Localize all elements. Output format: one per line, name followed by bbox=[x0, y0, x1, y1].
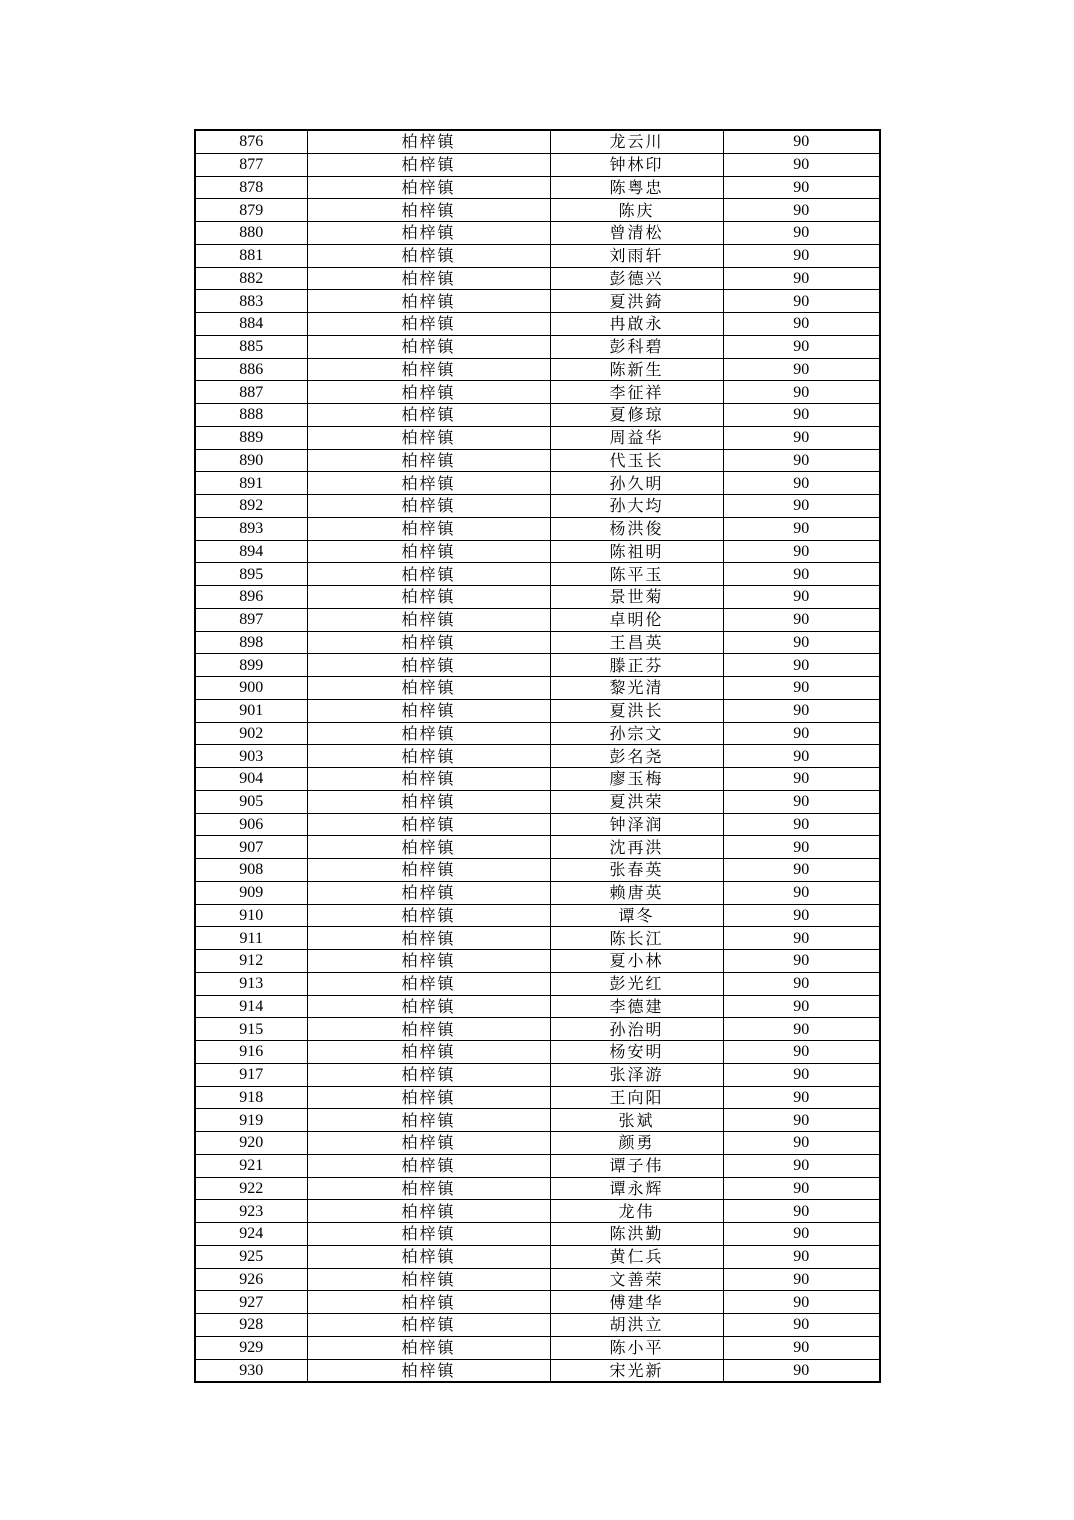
score-cell: 90 bbox=[723, 358, 880, 381]
row-number-cell: 911 bbox=[195, 927, 307, 950]
town-cell: 柏梓镇 bbox=[307, 540, 550, 563]
town-cell: 柏梓镇 bbox=[307, 745, 550, 768]
person-name-cell: 彭德兴 bbox=[550, 267, 723, 290]
row-number-cell: 923 bbox=[195, 1200, 307, 1223]
person-name-cell: 陈粤忠 bbox=[550, 176, 723, 199]
row-number-cell: 885 bbox=[195, 335, 307, 358]
table-row bbox=[195, 972, 880, 995]
row-number-cell: 876 bbox=[195, 130, 307, 153]
row-number-cell: 883 bbox=[195, 290, 307, 313]
person-name-cell: 杨洪俊 bbox=[550, 517, 723, 540]
town-cell: 柏梓镇 bbox=[307, 267, 550, 290]
score-cell: 90 bbox=[723, 495, 880, 518]
person-name-cell: 孙久明 bbox=[550, 472, 723, 495]
town-cell: 柏梓镇 bbox=[307, 631, 550, 654]
person-name-cell: 黎光清 bbox=[550, 677, 723, 700]
score-cell: 90 bbox=[723, 631, 880, 654]
score-cell: 90 bbox=[723, 540, 880, 563]
row-number-cell: 886 bbox=[195, 358, 307, 381]
row-number-cell: 912 bbox=[195, 950, 307, 973]
person-name-cell: 王昌英 bbox=[550, 631, 723, 654]
person-name-cell: 曾清松 bbox=[550, 222, 723, 245]
town-cell: 柏梓镇 bbox=[307, 608, 550, 631]
town-cell: 柏梓镇 bbox=[307, 358, 550, 381]
row-number-cell: 915 bbox=[195, 1018, 307, 1041]
row-number-cell: 905 bbox=[195, 790, 307, 813]
person-name-cell: 冉啟永 bbox=[550, 313, 723, 336]
person-name-cell: 刘雨轩 bbox=[550, 244, 723, 267]
town-cell: 柏梓镇 bbox=[307, 813, 550, 836]
table-row bbox=[195, 1041, 880, 1064]
town-cell: 柏梓镇 bbox=[307, 290, 550, 313]
table-row bbox=[195, 1018, 880, 1041]
person-name-cell: 景世菊 bbox=[550, 586, 723, 609]
row-number-cell: 878 bbox=[195, 176, 307, 199]
score-cell: 90 bbox=[723, 1336, 880, 1359]
table-row bbox=[195, 244, 880, 267]
table-row bbox=[195, 517, 880, 540]
score-cell: 90 bbox=[723, 813, 880, 836]
row-number-cell: 918 bbox=[195, 1086, 307, 1109]
person-name-cell: 陈洪勤 bbox=[550, 1223, 723, 1246]
score-cell: 90 bbox=[723, 972, 880, 995]
row-number-cell: 921 bbox=[195, 1154, 307, 1177]
town-cell: 柏梓镇 bbox=[307, 790, 550, 813]
table-row bbox=[195, 563, 880, 586]
person-name-cell: 颜勇 bbox=[550, 1132, 723, 1155]
score-cell: 90 bbox=[723, 244, 880, 267]
table-row bbox=[195, 608, 880, 631]
town-cell: 柏梓镇 bbox=[307, 654, 550, 677]
person-name-cell: 钟泽润 bbox=[550, 813, 723, 836]
score-cell: 90 bbox=[723, 904, 880, 927]
table-row bbox=[195, 813, 880, 836]
town-cell: 柏梓镇 bbox=[307, 449, 550, 472]
row-number-cell: 929 bbox=[195, 1336, 307, 1359]
score-cell: 90 bbox=[723, 313, 880, 336]
table-row bbox=[195, 1109, 880, 1132]
row-number-cell: 910 bbox=[195, 904, 307, 927]
town-cell: 柏梓镇 bbox=[307, 881, 550, 904]
score-cell: 90 bbox=[723, 1132, 880, 1155]
row-number-cell: 884 bbox=[195, 313, 307, 336]
row-number-cell: 922 bbox=[195, 1177, 307, 1200]
town-cell: 柏梓镇 bbox=[307, 859, 550, 882]
town-cell: 柏梓镇 bbox=[307, 244, 550, 267]
score-cell: 90 bbox=[723, 859, 880, 882]
row-number-cell: 906 bbox=[195, 813, 307, 836]
row-number-cell: 904 bbox=[195, 768, 307, 791]
table-row bbox=[195, 358, 880, 381]
score-cell: 90 bbox=[723, 381, 880, 404]
row-number-cell: 903 bbox=[195, 745, 307, 768]
score-cell: 90 bbox=[723, 722, 880, 745]
table-row bbox=[195, 335, 880, 358]
person-name-cell: 夏小林 bbox=[550, 950, 723, 973]
town-cell: 柏梓镇 bbox=[307, 1041, 550, 1064]
row-number-cell: 879 bbox=[195, 199, 307, 222]
town-cell: 柏梓镇 bbox=[307, 199, 550, 222]
table-row bbox=[195, 1359, 880, 1382]
score-cell: 90 bbox=[723, 335, 880, 358]
row-number-cell: 928 bbox=[195, 1314, 307, 1337]
town-cell: 柏梓镇 bbox=[307, 335, 550, 358]
person-name-cell: 李德建 bbox=[550, 995, 723, 1018]
score-cell: 90 bbox=[723, 267, 880, 290]
row-number-cell: 898 bbox=[195, 631, 307, 654]
row-number-cell: 877 bbox=[195, 153, 307, 176]
table-row bbox=[195, 859, 880, 882]
table-row bbox=[195, 1245, 880, 1268]
score-cell: 90 bbox=[723, 836, 880, 859]
person-name-cell: 赖唐英 bbox=[550, 881, 723, 904]
row-number-cell: 900 bbox=[195, 677, 307, 700]
score-cell: 90 bbox=[723, 950, 880, 973]
score-cell: 90 bbox=[723, 1291, 880, 1314]
table-row bbox=[195, 586, 880, 609]
table-row bbox=[195, 1223, 880, 1246]
town-cell: 柏梓镇 bbox=[307, 972, 550, 995]
score-cell: 90 bbox=[723, 290, 880, 313]
town-cell: 柏梓镇 bbox=[307, 677, 550, 700]
row-number-cell: 899 bbox=[195, 654, 307, 677]
table-row bbox=[195, 699, 880, 722]
score-cell: 90 bbox=[723, 1223, 880, 1246]
town-cell: 柏梓镇 bbox=[307, 1018, 550, 1041]
score-cell: 90 bbox=[723, 699, 880, 722]
score-cell: 90 bbox=[723, 654, 880, 677]
table-row bbox=[195, 768, 880, 791]
table-row bbox=[195, 381, 880, 404]
town-cell: 柏梓镇 bbox=[307, 1086, 550, 1109]
person-name-cell: 夏洪荣 bbox=[550, 790, 723, 813]
town-cell: 柏梓镇 bbox=[307, 1359, 550, 1382]
score-cell: 90 bbox=[723, 927, 880, 950]
score-cell: 90 bbox=[723, 586, 880, 609]
table-row bbox=[195, 290, 880, 313]
row-number-cell: 920 bbox=[195, 1132, 307, 1155]
town-cell: 柏梓镇 bbox=[307, 586, 550, 609]
person-name-cell: 龙伟 bbox=[550, 1200, 723, 1223]
score-cell: 90 bbox=[723, 1154, 880, 1177]
score-cell: 90 bbox=[723, 790, 880, 813]
score-cell: 90 bbox=[723, 1086, 880, 1109]
row-number-cell: 924 bbox=[195, 1223, 307, 1246]
town-cell: 柏梓镇 bbox=[307, 426, 550, 449]
table-row bbox=[195, 1063, 880, 1086]
person-name-cell: 孙宗文 bbox=[550, 722, 723, 745]
score-cell: 90 bbox=[723, 745, 880, 768]
table-row bbox=[195, 722, 880, 745]
score-cell: 90 bbox=[723, 517, 880, 540]
score-cell: 90 bbox=[723, 1314, 880, 1337]
score-cell: 90 bbox=[723, 608, 880, 631]
score-cell: 90 bbox=[723, 563, 880, 586]
row-number-cell: 930 bbox=[195, 1359, 307, 1382]
town-cell: 柏梓镇 bbox=[307, 1314, 550, 1337]
row-number-cell: 896 bbox=[195, 586, 307, 609]
table-row bbox=[195, 404, 880, 427]
person-name-cell: 钟林印 bbox=[550, 153, 723, 176]
person-name-cell: 张春英 bbox=[550, 859, 723, 882]
town-cell: 柏梓镇 bbox=[307, 472, 550, 495]
score-cell: 90 bbox=[723, 222, 880, 245]
score-cell: 90 bbox=[723, 404, 880, 427]
person-name-cell: 谭冬 bbox=[550, 904, 723, 927]
person-name-cell: 王向阳 bbox=[550, 1086, 723, 1109]
table-row bbox=[195, 199, 880, 222]
person-name-cell: 沈再洪 bbox=[550, 836, 723, 859]
person-name-cell: 谭永辉 bbox=[550, 1177, 723, 1200]
row-number-cell: 902 bbox=[195, 722, 307, 745]
town-cell: 柏梓镇 bbox=[307, 381, 550, 404]
town-cell: 柏梓镇 bbox=[307, 222, 550, 245]
table-row bbox=[195, 1268, 880, 1291]
town-cell: 柏梓镇 bbox=[307, 699, 550, 722]
person-name-cell: 陈长江 bbox=[550, 927, 723, 950]
town-cell: 柏梓镇 bbox=[307, 1223, 550, 1246]
person-name-cell: 卓明伦 bbox=[550, 608, 723, 631]
person-name-cell: 陈庆 bbox=[550, 199, 723, 222]
person-name-cell: 杨安明 bbox=[550, 1041, 723, 1064]
table-row bbox=[195, 472, 880, 495]
person-name-cell: 彭名尧 bbox=[550, 745, 723, 768]
score-cell: 90 bbox=[723, 1200, 880, 1223]
row-number-cell: 881 bbox=[195, 244, 307, 267]
score-cell: 90 bbox=[723, 426, 880, 449]
table-row bbox=[195, 677, 880, 700]
score-cell: 90 bbox=[723, 472, 880, 495]
person-name-cell: 孙治明 bbox=[550, 1018, 723, 1041]
row-number-cell: 882 bbox=[195, 267, 307, 290]
person-name-cell: 夏洪长 bbox=[550, 699, 723, 722]
person-name-cell: 宋光新 bbox=[550, 1359, 723, 1382]
person-name-cell: 陈平玉 bbox=[550, 563, 723, 586]
row-number-cell: 914 bbox=[195, 995, 307, 1018]
town-cell: 柏梓镇 bbox=[307, 904, 550, 927]
score-cell: 90 bbox=[723, 1245, 880, 1268]
town-cell: 柏梓镇 bbox=[307, 495, 550, 518]
score-cell: 90 bbox=[723, 130, 880, 153]
table-row bbox=[195, 426, 880, 449]
score-cell: 90 bbox=[723, 449, 880, 472]
score-cell: 90 bbox=[723, 1018, 880, 1041]
roster-table-body bbox=[195, 130, 880, 1382]
table-row bbox=[195, 1336, 880, 1359]
person-name-cell: 张泽游 bbox=[550, 1063, 723, 1086]
row-number-cell: 917 bbox=[195, 1063, 307, 1086]
table-row bbox=[195, 130, 880, 153]
row-number-cell: 901 bbox=[195, 699, 307, 722]
person-name-cell: 代玉长 bbox=[550, 449, 723, 472]
score-cell: 90 bbox=[723, 881, 880, 904]
table-row bbox=[195, 267, 880, 290]
person-name-cell: 李征祥 bbox=[550, 381, 723, 404]
person-name-cell: 廖玉梅 bbox=[550, 768, 723, 791]
row-number-cell: 916 bbox=[195, 1041, 307, 1064]
table-row bbox=[195, 313, 880, 336]
town-cell: 柏梓镇 bbox=[307, 1245, 550, 1268]
table-row bbox=[195, 950, 880, 973]
table-row bbox=[195, 927, 880, 950]
table-row bbox=[195, 654, 880, 677]
row-number-cell: 891 bbox=[195, 472, 307, 495]
row-number-cell: 907 bbox=[195, 836, 307, 859]
table-row bbox=[195, 449, 880, 472]
row-number-cell: 926 bbox=[195, 1268, 307, 1291]
score-cell: 90 bbox=[723, 1359, 880, 1382]
town-cell: 柏梓镇 bbox=[307, 153, 550, 176]
row-number-cell: 887 bbox=[195, 381, 307, 404]
person-name-cell: 张斌 bbox=[550, 1109, 723, 1132]
table-row bbox=[195, 881, 880, 904]
row-number-cell: 925 bbox=[195, 1245, 307, 1268]
table-row bbox=[195, 222, 880, 245]
row-number-cell: 880 bbox=[195, 222, 307, 245]
row-number-cell: 893 bbox=[195, 517, 307, 540]
person-name-cell: 彭科碧 bbox=[550, 335, 723, 358]
score-cell: 90 bbox=[723, 1268, 880, 1291]
row-number-cell: 894 bbox=[195, 540, 307, 563]
table-row bbox=[195, 1086, 880, 1109]
person-name-cell: 黄仁兵 bbox=[550, 1245, 723, 1268]
roster-table bbox=[194, 129, 881, 1383]
town-cell: 柏梓镇 bbox=[307, 1268, 550, 1291]
row-number-cell: 909 bbox=[195, 881, 307, 904]
table-row bbox=[195, 790, 880, 813]
score-cell: 90 bbox=[723, 1041, 880, 1064]
person-name-cell: 龙云川 bbox=[550, 130, 723, 153]
row-number-cell: 908 bbox=[195, 859, 307, 882]
table-row bbox=[195, 1132, 880, 1155]
town-cell: 柏梓镇 bbox=[307, 563, 550, 586]
row-number-cell: 892 bbox=[195, 495, 307, 518]
row-number-cell: 889 bbox=[195, 426, 307, 449]
row-number-cell: 927 bbox=[195, 1291, 307, 1314]
row-number-cell: 913 bbox=[195, 972, 307, 995]
town-cell: 柏梓镇 bbox=[307, 927, 550, 950]
score-cell: 90 bbox=[723, 1109, 880, 1132]
table-row bbox=[195, 1291, 880, 1314]
town-cell: 柏梓镇 bbox=[307, 1291, 550, 1314]
town-cell: 柏梓镇 bbox=[307, 404, 550, 427]
person-name-cell: 傅建华 bbox=[550, 1291, 723, 1314]
person-name-cell: 彭光红 bbox=[550, 972, 723, 995]
person-name-cell: 孙大均 bbox=[550, 495, 723, 518]
person-name-cell: 胡洪立 bbox=[550, 1314, 723, 1337]
table-row bbox=[195, 540, 880, 563]
town-cell: 柏梓镇 bbox=[307, 1336, 550, 1359]
row-number-cell: 888 bbox=[195, 404, 307, 427]
town-cell: 柏梓镇 bbox=[307, 1177, 550, 1200]
town-cell: 柏梓镇 bbox=[307, 768, 550, 791]
score-cell: 90 bbox=[723, 199, 880, 222]
score-cell: 90 bbox=[723, 176, 880, 199]
town-cell: 柏梓镇 bbox=[307, 1200, 550, 1223]
table-row bbox=[195, 904, 880, 927]
table-row bbox=[195, 745, 880, 768]
town-cell: 柏梓镇 bbox=[307, 130, 550, 153]
table-row bbox=[195, 995, 880, 1018]
person-name-cell: 周益华 bbox=[550, 426, 723, 449]
row-number-cell: 897 bbox=[195, 608, 307, 631]
table-row bbox=[195, 176, 880, 199]
score-cell: 90 bbox=[723, 768, 880, 791]
score-cell: 90 bbox=[723, 1177, 880, 1200]
town-cell: 柏梓镇 bbox=[307, 836, 550, 859]
table-row bbox=[195, 1200, 880, 1223]
person-name-cell: 夏洪錡 bbox=[550, 290, 723, 313]
town-cell: 柏梓镇 bbox=[307, 950, 550, 973]
town-cell: 柏梓镇 bbox=[307, 1109, 550, 1132]
town-cell: 柏梓镇 bbox=[307, 1132, 550, 1155]
town-cell: 柏梓镇 bbox=[307, 517, 550, 540]
person-name-cell: 谭子伟 bbox=[550, 1154, 723, 1177]
town-cell: 柏梓镇 bbox=[307, 176, 550, 199]
table-row bbox=[195, 836, 880, 859]
table-row bbox=[195, 1154, 880, 1177]
table-row bbox=[195, 1314, 880, 1337]
table-row bbox=[195, 495, 880, 518]
score-cell: 90 bbox=[723, 1063, 880, 1086]
town-cell: 柏梓镇 bbox=[307, 1063, 550, 1086]
person-name-cell: 夏修琼 bbox=[550, 404, 723, 427]
town-cell: 柏梓镇 bbox=[307, 722, 550, 745]
town-cell: 柏梓镇 bbox=[307, 1154, 550, 1177]
score-cell: 90 bbox=[723, 995, 880, 1018]
town-cell: 柏梓镇 bbox=[307, 995, 550, 1018]
person-name-cell: 滕正芬 bbox=[550, 654, 723, 677]
person-name-cell: 陈小平 bbox=[550, 1336, 723, 1359]
row-number-cell: 919 bbox=[195, 1109, 307, 1132]
person-name-cell: 文善荣 bbox=[550, 1268, 723, 1291]
row-number-cell: 895 bbox=[195, 563, 307, 586]
score-cell: 90 bbox=[723, 153, 880, 176]
row-number-cell: 890 bbox=[195, 449, 307, 472]
town-cell: 柏梓镇 bbox=[307, 313, 550, 336]
person-name-cell: 陈新生 bbox=[550, 358, 723, 381]
table-row bbox=[195, 631, 880, 654]
person-name-cell: 陈祖明 bbox=[550, 540, 723, 563]
table-row bbox=[195, 1177, 880, 1200]
table-row bbox=[195, 153, 880, 176]
score-cell: 90 bbox=[723, 677, 880, 700]
